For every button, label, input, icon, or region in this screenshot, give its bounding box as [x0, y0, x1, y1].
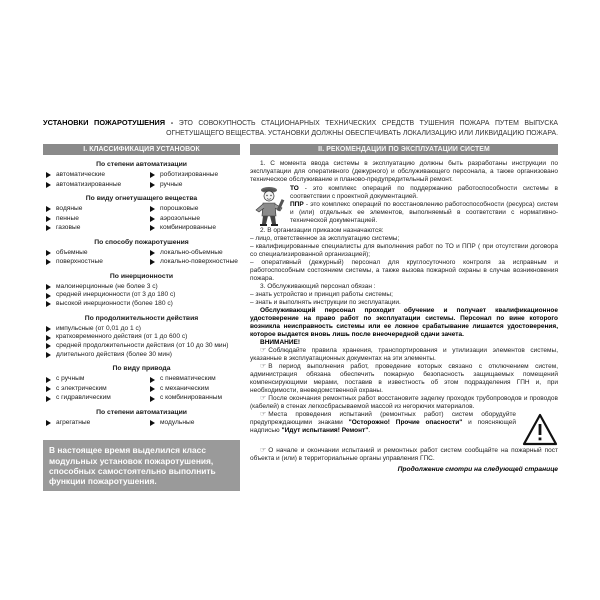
list-item: водяные [43, 205, 147, 214]
list-item: малоинерционные (не более 3 с) [43, 283, 240, 292]
training-paragraph: Обслуживающий персонал проходит обучение и получает квалификационное удостоверение на право работ по эксплуатации системы. Персонал по вине которого возникла неисправность системы или ее ложное срабатывание лишается удостоверения, которое выдается вновь лишь после внеочередной сдачи зачета. [250, 307, 558, 338]
continue-note: Продолжение смотри на следующей странице [397, 466, 558, 473]
list-item: – оперативный (дежурный) персонал для круглосуточного контроля за исправным и работоспособным состоянием системы, а также вызова пожарной охраны в случае возникновения пожара. [250, 259, 558, 282]
list-item: импульсные (от 0,01 до 1 с) [43, 325, 240, 334]
list-item: с пневматическим [147, 375, 240, 384]
arrow-icon [46, 326, 51, 332]
list-item: с комбинированным [147, 394, 240, 403]
list-item: длительного действия (более 30 мин) [43, 351, 240, 360]
list-item: объемные [43, 249, 147, 258]
list-item: агрегатные [43, 419, 147, 428]
warning-triangle-icon [522, 413, 558, 447]
paragraph-1: 1. С момента ввода системы в эксплуатацию должны быть разработаны инструкции по эксплуатации для оперативного (дежурного) и обслуживающего персонала, а также организовано техническое обслуживание и планово-предупредительный ремонт. [250, 160, 558, 183]
recommendations-header: II. РЕКОМЕНДАЦИИ ПО ЭКСПЛУАТАЦИИ СИСТЕМ [250, 144, 558, 155]
arrow-icon [150, 259, 155, 265]
list-item: локально-поверхностные [147, 258, 240, 267]
list-item: пенные [43, 215, 147, 224]
arrow-icon [150, 172, 155, 178]
paragraph-3: 3. Обслуживающий персонал обязан : [260, 283, 376, 290]
arrow-icon [150, 377, 155, 383]
list-item: кратковременного действия (от 1 до 600 с) [43, 333, 240, 342]
arrow-icon [46, 386, 51, 392]
worker-illustration-icon [250, 185, 290, 227]
warning-3: ☞ После окончания ремонтных работ восстановите заделку проходок трубопроводов и проводов (кабелей) в стенах легкосбрасываемой массой из негорючих материалов. [250, 395, 558, 410]
section-duration [43, 315, 240, 360]
arrow-icon [46, 396, 51, 402]
list-item: локально-объемные [147, 249, 240, 258]
arrow-icon [46, 284, 51, 290]
paragraph-2: 2. В организации приказом назначаются: [260, 227, 384, 234]
list-item: порошковые [147, 205, 240, 214]
list-item: высокой инерционности (более 180 с) [43, 300, 240, 309]
recommendations-column [250, 144, 558, 474]
list-item: комбинированные [147, 224, 240, 233]
list-item: – лицо, ответственное за эксплуатацию системы; [250, 235, 400, 242]
list-item: автоматические [43, 171, 147, 180]
arrow-icon [150, 182, 155, 188]
arrow-icon [150, 250, 155, 256]
recommendations-text [250, 160, 558, 474]
warning-title: ВНИМАНИЕ! [260, 339, 301, 346]
classification-column [43, 144, 240, 491]
section-automation [43, 161, 240, 189]
section-title: По способу пожаротушения [94, 238, 189, 246]
arrow-icon [150, 420, 155, 426]
list-item: – знать и выполнять инструкции по эксплуатации. [250, 299, 401, 306]
to-definition: ТО - это комплекс операций по поддержанию работоспособности системы в соответствии с проектной документацией. [290, 185, 558, 200]
arrow-icon [46, 182, 51, 188]
intro-text: ЭТО СОВОКУПНОСТЬ СТАЦИОНАРНЫХ ТЕХНИЧЕСКИХ СРЕДСТВ ТУШЕНИЯ ПОЖАРА ПУТЕМ ВЫПУСКА ОГНЕТУШАЩЕГО ВЕЩЕСТВА. УСТАНОВКИ ДОЛЖНЫ ОБЕСПЕЧИВАТЬ ЛОКАЛИЗАЦИЮ ИЛИ ЛИКВИДАЦИЮ ПОЖАРА. [166, 120, 558, 137]
section-title: По степени автоматизации [96, 161, 187, 168]
section-automation-2 [43, 409, 240, 428]
list-item: – знать устройство и принцип работы системы; [250, 291, 393, 298]
arrow-icon [46, 259, 51, 265]
list-item: с гидравлическим [43, 394, 147, 403]
list-item: газовые [43, 224, 147, 233]
list-item: с электрическим [43, 385, 147, 394]
list-item: автоматизированные [43, 181, 147, 190]
document [43, 118, 558, 487]
warning-1: ☞ Соблюдайте правила хранения, транспортирования и утилизации элементов системы, указанные в эксплуатационных документах на эти элементы. [250, 347, 558, 362]
arrow-icon [46, 352, 51, 358]
pointing-hand-icon: ☞ [260, 411, 267, 418]
list-item: с механическим [147, 385, 240, 394]
arrow-icon [46, 377, 51, 383]
list-item: средней продолжительности действия (от 10 до 30 мин) [43, 342, 240, 351]
arrow-icon [46, 293, 51, 299]
section-title: По степени автоматизации [96, 408, 187, 416]
arrow-icon [46, 206, 51, 212]
warning-5: ☞ О начале и окончании испытаний и ремонтных работ систем сообщайте на пожарный пост объекта и (или) в территориальные органы управления ГПС. [250, 447, 558, 462]
list-item: аэрозольные [147, 215, 240, 224]
section-agent [43, 195, 240, 233]
arrow-icon [46, 343, 51, 349]
arrow-icon [46, 420, 51, 426]
pointing-hand-icon: ☞ [260, 447, 267, 454]
warning-4: ☞ Места проведения испытаний (ремонтных работ) систем оборудуйте предупреждающими знаками "Осторожно! Прочие опасности" и поясняющей надписью "Идут испытания! Ремонт". [250, 411, 517, 434]
arrow-icon [150, 206, 155, 212]
arrow-icon [150, 386, 155, 392]
arrow-icon [150, 216, 155, 222]
list-item: с ручным [43, 375, 147, 384]
intro-definition [43, 118, 558, 138]
intro-term: УСТАНОВКИ ПОЖАРОТУШЕНИЯ - [43, 118, 174, 127]
list-item: – квалифицированные специалисты для выполнения работ по ТО и ППР ( при отсутствии договора со специализированной организацией); [250, 243, 558, 258]
section-title: По виду огнетушащего вещества [85, 195, 198, 202]
ppr-definition: ППР - это комплекс операций по восстановлению работоспособности (ресурса) систем и (или) отдельных ее элементов, выполняемый в соответствии с нормативно-технической документацией. [290, 201, 558, 224]
pointing-hand-icon: ☞ [260, 363, 267, 370]
warning-2: ☞ В период выполнения работ, проведение которых связано с отключением систем, администрация обязана обеспечить пожарную безопасность защищаемых помещений компенсирующими мерами, поставив в известность об этом подразделения ГПН и, при необходимости, вневедомственной охраны. [250, 363, 558, 394]
arrow-icon [150, 396, 155, 402]
arrow-icon [46, 172, 51, 178]
section-drive [43, 365, 240, 403]
arrow-icon [46, 335, 51, 341]
classification-header: I. КЛАССИФИКАЦИЯ УСТАНОВОК [43, 144, 240, 155]
arrow-icon [46, 216, 51, 222]
arrow-icon [150, 225, 155, 231]
section-title: По виду привода [112, 365, 171, 373]
section-title: По продолжительности действия [84, 314, 199, 322]
list-item: роботизированные [147, 171, 240, 180]
arrow-icon [46, 250, 51, 256]
list-item: модульные [147, 419, 240, 428]
list-item: ручные [147, 181, 240, 190]
modular-note-box: В настоящее время выделился класс модульных установок пожаротушения, способных самостоятельно выполнить функции пожаротушения. [43, 440, 240, 491]
pointing-hand-icon: ☞ [260, 347, 267, 354]
section-title: По инерционности [109, 272, 174, 280]
arrow-icon [46, 301, 51, 307]
list-item: средней инерционности (от 3 до 180 с) [43, 291, 240, 300]
arrow-icon [46, 225, 51, 231]
section-method [43, 239, 240, 267]
list-item: поверхностные [43, 258, 147, 267]
section-inertia [43, 273, 240, 309]
pointing-hand-icon: ☞ [260, 395, 267, 402]
